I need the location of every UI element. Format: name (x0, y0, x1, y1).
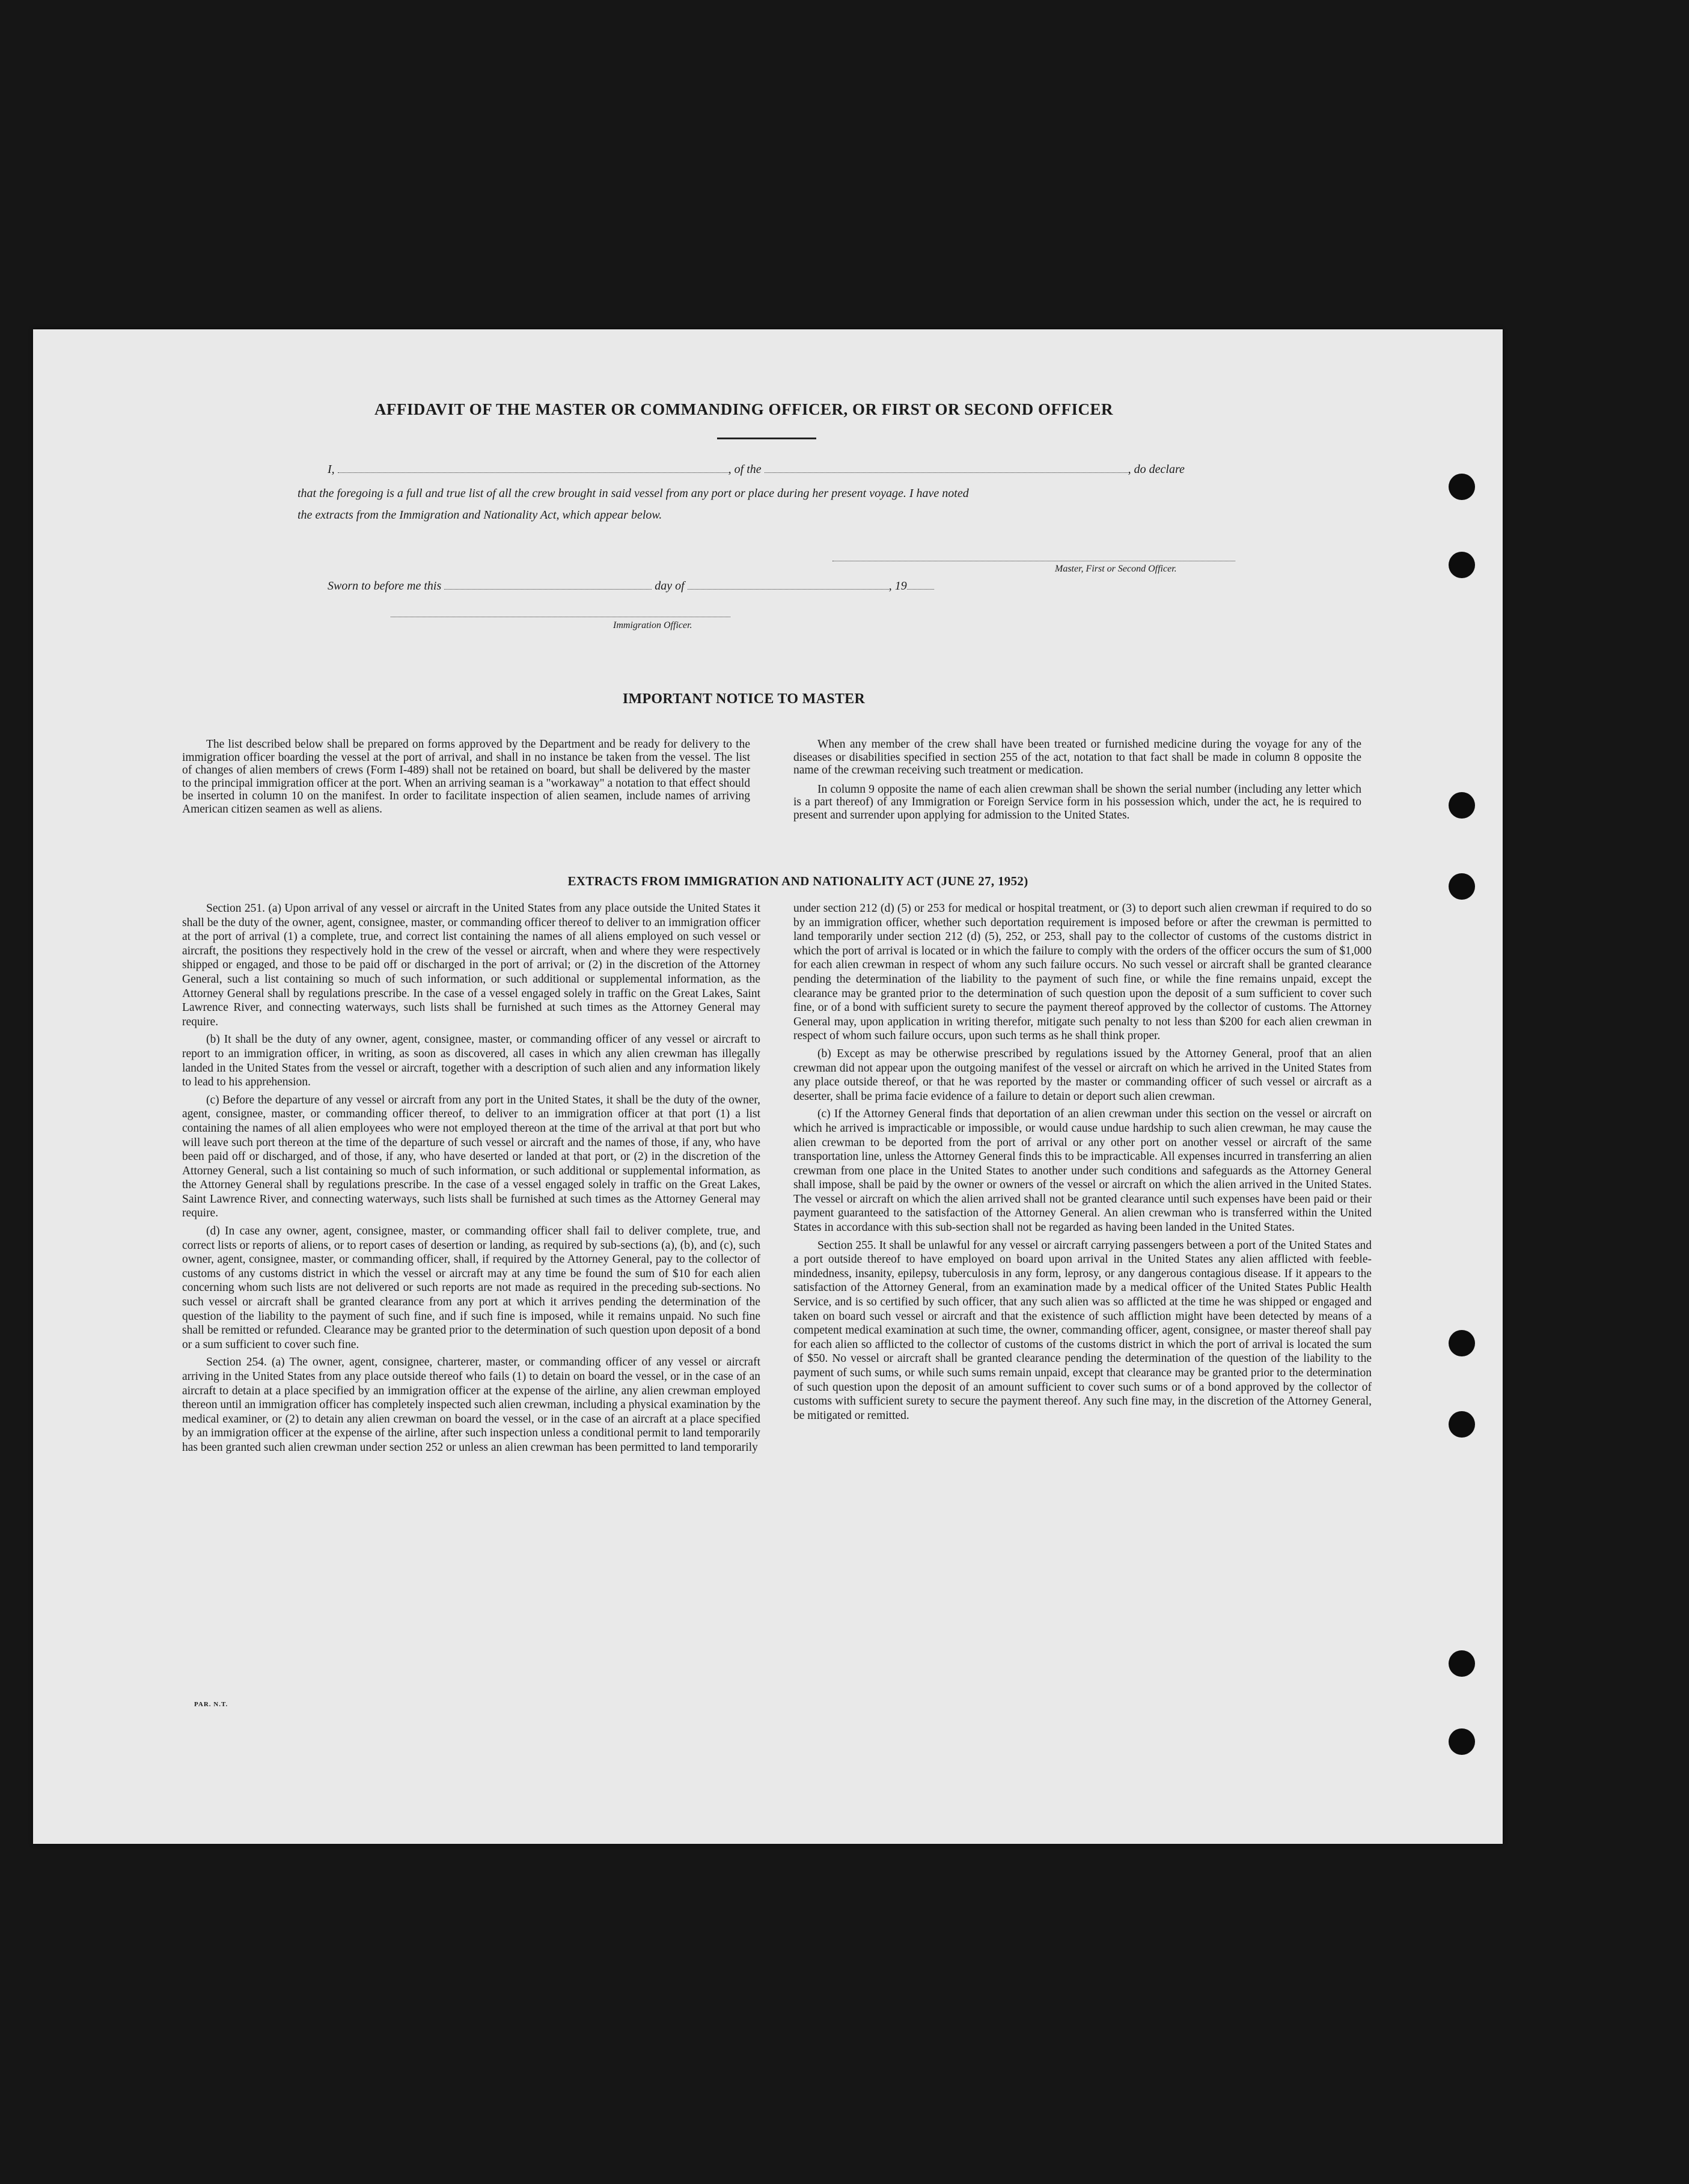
punch-hole (1449, 1330, 1475, 1356)
year-label: , 19 (888, 579, 907, 593)
master-signature-label: Master, First or Second Officer. (1055, 564, 1177, 574)
sworn-month-field[interactable] (688, 581, 889, 590)
name-field[interactable] (338, 464, 728, 473)
affidavit-line-1 (328, 463, 1185, 477)
vessel-field[interactable] (765, 464, 1128, 473)
extracts-right-column (793, 901, 1372, 1426)
affidavit-line-2: that the foregoing is a full and true list of all the crew brought in said vessel from any port or place during her present voyage. I have noted (298, 487, 969, 500)
notice-left-column (182, 738, 750, 819)
section-251-a: Section 251. (a) Upon arrival of any vessel or aircraft in the United States from any place outside the United States it shall be the duty of the owner, agent, consignee, master, or commanding officer thereof to deliver to an immigration officer at the port of arrival (1) a complete, true, and correct list containing the names of all aliens employed on such vessel or aircraft, the positions they respectively hold in the crew of the vessel or aircraft, when and where they were respectively shipped or engaged, and those to be paid off or discharged in the port of arrival; or (2) in the discretion of the Attorney General, such a list containing so much of such information, or such additional or supplemental information, as the Attorney General shall by regulations prescribe. In the case of a vessel engaged solely in traffic on the Great Lakes, Saint Lawrence River, and connecting waterways, such lists shall be furnished at such times as the Attorney General may require. (182, 902, 760, 1028)
section-254-a: Section 254. (a) The owner, agent, consignee, charterer, master, or commanding officer of any vessel or aircraft arriving in the United States from any place outside thereof who fails (1) to detain on board the vessel, or in the case of an aircraft to detain at a place specified by an immigration officer at the expense of the airline, any alien crewman employed thereon until an immigration officer has completely inspected such alien crewman, including a physical examination by the medical examiner, or (2) to detain any alien crewman on board the vessel, or in the case of an aircraft at a place specified by an immigration officer at the expense of the airline, after such inspection unless a conditional permit to land temporarily has been granted such alien crewman under section 252 or unless an alien crewman has been permitted to land temporarily (182, 1356, 760, 1454)
officer-signature-label: Immigration Officer. (613, 620, 692, 630)
sworn-day-field[interactable] (444, 581, 652, 590)
punch-hole (1449, 552, 1475, 578)
section-255: Section 255. It shall be unlawful for any vessel or aircraft carrying passengers between a port of the United States and a port outside thereof to have employed on board upon arrival in the United States any alien afflicted with feeble-mindedness, insanity, epilepsy, tuberculosis in any form, leprosy, or any dangerous contagious disease. If it appears to the satisfaction of the Attorney General, from an examination made by a medical officer of the United States Public Health Service, and is so certified by such officer, that any such alien was so afflicted at the time he was shipped or engaged and taken on board such vessel or aircraft and that the existence of such affliction might have been detected by means of a competent medical examination at such time, the owner, commanding officer, agent, consignee, or master thereof shall pay for each alien so afflicted to the collector of customs of the customs district in which the port of arrival is located the sum of $50. No vessel or aircraft shall be granted clearance pending the determination of the question of the liability to the payment of such sums, or while such sums remain unpaid, except that clearance may be granted prior to the determination of such question upon the deposit of an amount sufficient to cover such sums or of a bond approved by the collector of customs with sufficient surety to secure the payment thereof. Any such fine may, in the discretion of the Attorney General, be mitigated or remitted. (793, 1239, 1372, 1422)
notice-right-text-1: When any member of the crew shall have been treated or furnished medicine during the voyage for any of the diseases or disabilities specified in section 255 of the act, notation to that fact shall be made in column 8 opposite the name of the crewman receiving such treatment or medication. (793, 738, 1361, 776)
punch-hole (1449, 1728, 1475, 1755)
section-254-b: (b) Except as may be otherwise prescribed by regulations issued by the Attorney General, proof that an alien crewman did not appear upon the outgoing manifest of the vessel or aircraft on which he arrived in the United States from any place outside thereof, or that he was reported by the master or commanding officer of such vessel or aircraft as a deserter, shall be prima facie evidence of a failure to detain or deport such alien crewman. (793, 1047, 1372, 1103)
sworn-line (328, 579, 934, 593)
section-254-a-continued: under section 212 (d) (5) or 253 for medical or hospital treatment, or (3) to deport such alien crewman if required to do so by an immigration officer, whether such deportation requirement is imposed before or after the crewman is permitted to land temporarily under section 212 (d) (5), 252, or 253, shall pay to the collector of customs of the customs district in which the port of arrival is located or in which the failure to comply with the orders of the officer occurs the sum of $1,000 for each alien crewman in respect of whom any such failure occurs. No such vessel or aircraft shall be granted clearance pending the determination of the liability to the payment of such fine, or while the fine remains unpaid, except the clearance may be granted prior to the determination of such question upon the deposit of a sum sufficient to cover such fine, or of a bond with sufficient surety to secure the payment thereof approved by the collector of customs. The Attorney General may, upon application in writing therefor, mitigate such penalty to not less than $200 for each alien crewman in respect of whom such failure occurs, upon such terms as he shall think proper. (793, 902, 1372, 1043)
sworn-label: Sworn to before me this (328, 579, 442, 593)
extracts-title: EXTRACTS FROM IMMIGRATION AND NATIONALITY ACT (JUNE 27, 1952) (567, 874, 1028, 888)
do-declare-label: , do declare (1128, 463, 1185, 476)
sworn-year-field[interactable] (907, 581, 934, 590)
extracts-left-column (182, 901, 760, 1459)
punch-hole (1449, 792, 1475, 819)
affidavit-title: AFFIDAVIT OF THE MASTER OR COMMANDING OFFICER, OR FIRST OR SECOND OFFICER (374, 400, 1114, 418)
section-251-c: (c) Before the departure of any vessel or aircraft from any port in the United States, it shall be the duty of the owner, agent, consignee, master, or commanding officer thereof, to deliver to an immigration officer at that port (1) a list containing the names of all alien employees who were not employed thereon at the time of the arrival at that port but who will leave such port thereon at the time of the departure of such vessel or aircraft and the names of those, if any, who have been paid off or discharged, and of those, if any, who have deserted or landed at that port, or (2) in the discretion of the Attorney General, such a list containing so much of such information, or such additional or supplemental information, as the Attorney General shall by regulations prescribe. In the case of a vessel engaged solely in traffic on the Great Lakes, Saint Lawrence River, and connecting waterways, such lists shall be furnished at such times as the Attorney General may require. (182, 1093, 760, 1220)
title-rule (717, 438, 816, 439)
form-code: PAR. N.T. (194, 1701, 228, 1708)
punch-hole (1449, 1650, 1475, 1677)
document-page (33, 329, 1503, 1844)
of-the-label: , of the (728, 463, 762, 476)
section-254-c: (c) If the Attorney General finds that deportation of an alien crewman under this section on the vessel or aircraft on which he arrived is impracticable or impossible, or would cause undue hardship to such alien crewman, he may cause the alien crewman to be deported from the port of arrival or any other port on another vessel or aircraft of the same transportation line, unless the Attorney General finds this to be impracticable. All expenses incurred in transferring an alien crewman from one place in the United States to another under such conditions and safeguards as the Attorney General shall impose, shall be paid by the owner or owners of the vessel or aircraft on which the alien arrived in the United States. The vessel or aircraft on which the alien arrived shall not be granted clearance until such expenses have been paid or their payment guaranteed to the satisfaction of the Attorney General. An alien crewman who is transferred within the United States in accordance with this sub-section shall not be regarded as having been landed in the United States. (793, 1108, 1372, 1234)
punch-hole (1449, 1411, 1475, 1438)
notice-title: IMPORTANT NOTICE TO MASTER (622, 691, 866, 707)
i-label: I, (328, 463, 335, 476)
affidavit-line-3: the extracts from the Immigration and Nationality Act, which appear below. (298, 508, 662, 522)
punch-hole (1449, 474, 1475, 500)
notice-right-column (793, 738, 1361, 825)
day-of-label: day of (655, 579, 685, 593)
section-251-b: (b) It shall be the duty of any owner, agent, consignee, master, or commanding officer of any vessel or aircraft to report to an immigration officer, in writing, as soon as discovered, all cases in which any alien crewman has illegally landed in the United States from the vessel or aircraft, together with a description of such alien and any information likely to lead to his apprehension. (182, 1033, 760, 1089)
notice-right-text-2: In column 9 opposite the name of each alien crewman shall be shown the serial number (including any letter which is a part thereof) of any Immigration or Foreign Service form in his possession which, under the act, he is required to present and surrender upon applying for admission to the United States. (793, 782, 1361, 822)
notice-left-text: The list described below shall be prepared on forms approved by the Department and be ready for delivery to the immigration officer boarding the vessel at the port of arrival, and shall in no instance be taken from the vessel. The list of changes of alien members of crews (Form I-489) shall not be retained on board, but shall be delivered by the master to the principal immigration officer at the port. When an arriving seaman is a "workaway" a notation to that effect should be inserted in column 10 on the manifest. In order to facilitate inspection of alien seamen, include names of arriving American citizen seamen as well as aliens. (182, 738, 750, 816)
section-251-d: (d) In case any owner, agent, consignee, master, or commanding officer shall fail to deliver complete, true, and correct lists or reports of aliens, or to report cases of desertion or landing, as required by sub-sections (a), (b), and (c), such owner, agent, consignee, master, or commanding officer, shall, if required by the Attorney General, pay to the collector of customs of any customs district in which the vessel or aircraft may at any time be found the sum of $10 for each alien concerning whom such lists are not delivered or such reports are not made as required in the preceding sub-sections. No such vessel or aircraft shall be granted clearance from any port at which it arrives pending the determination of the question of the liability to the payment of such fine, and if such fine is imposed, while it remains unpaid. No such fine shall be remitted or refunded. Clearance may be granted prior to the determination of such question upon deposit of a bond or a sum sufficient to cover such fine. (182, 1225, 760, 1351)
